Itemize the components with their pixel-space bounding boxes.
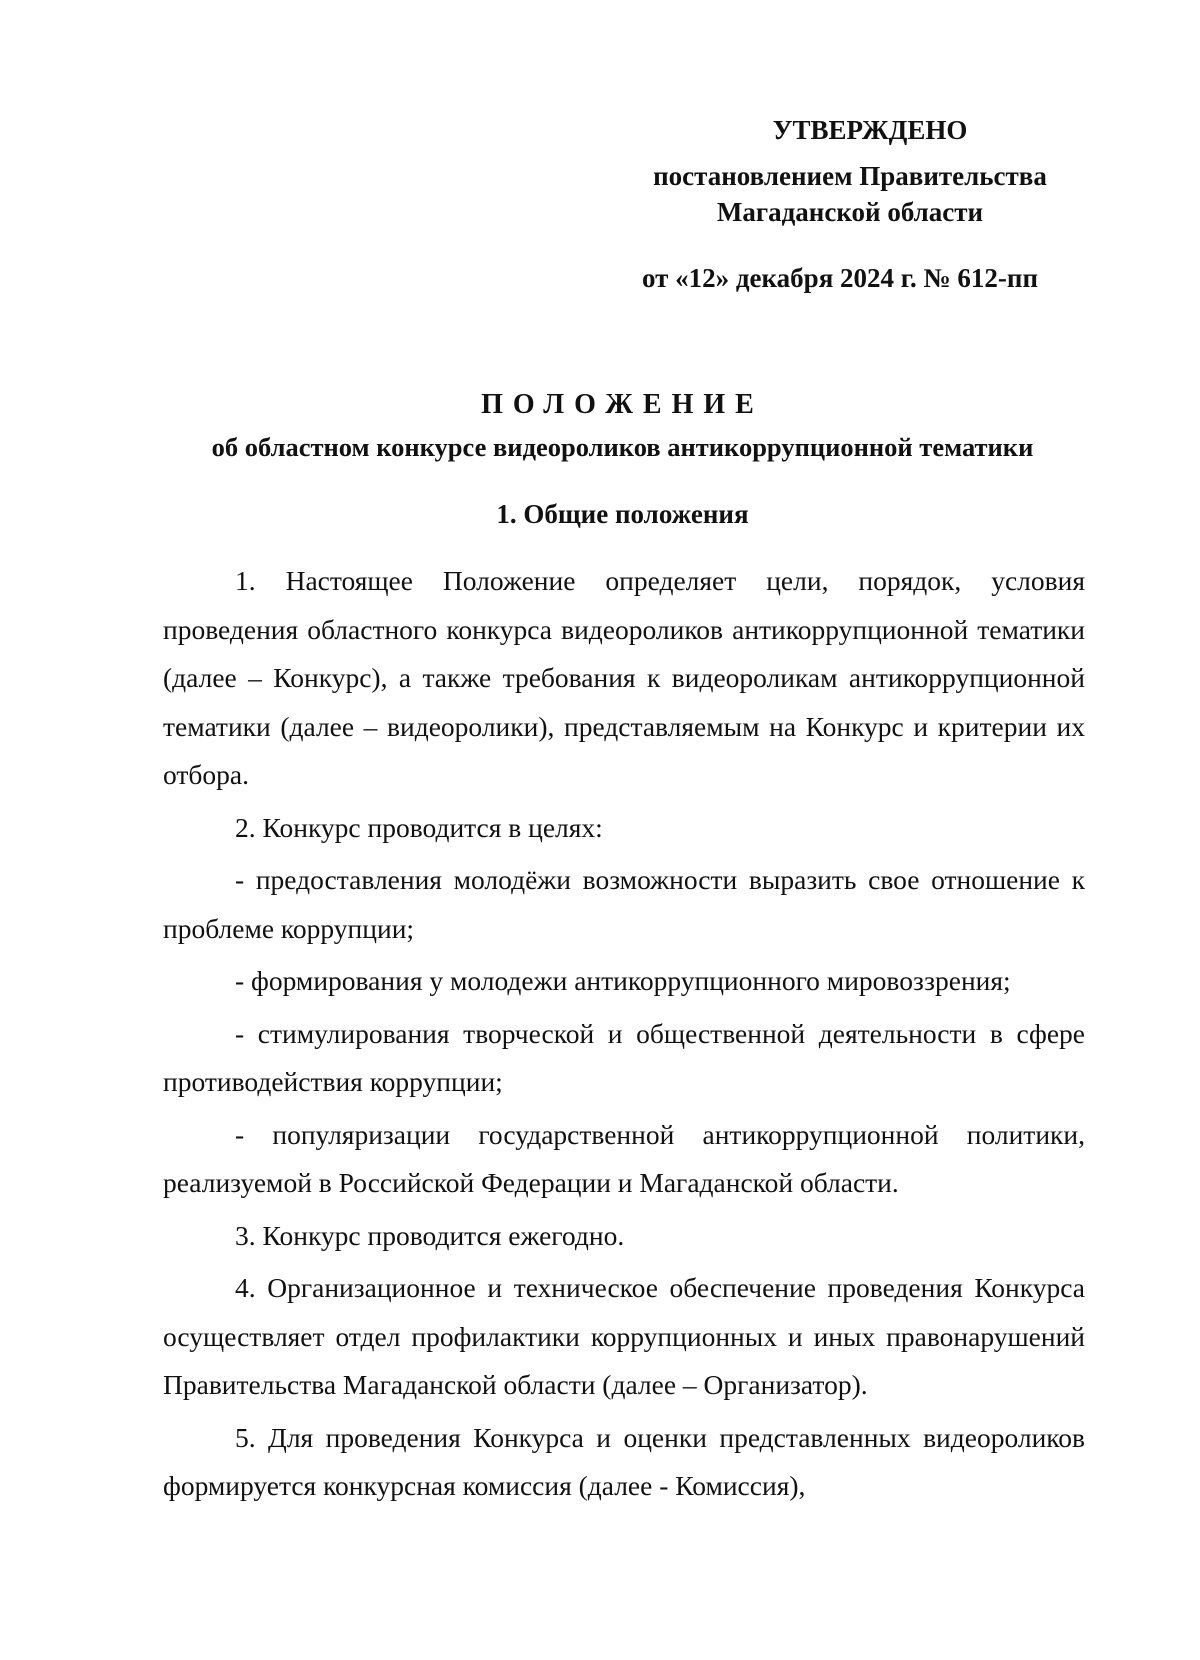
approval-authority [620, 158, 1080, 230]
approval-title: УТВЕРЖДЕНО [772, 115, 968, 145]
paragraph-2: 2. Конкурс проводится в целях: [235, 811, 603, 843]
list-item-popularization: - популяризации государственной антикоррупционной политики, реализуемой в Российской Федерации и Магаданской области. [163, 1118, 1085, 1198]
paragraph-3: 3. Конкурс проводится ежегодно. [235, 1219, 625, 1251]
document-subtitle: об областном конкурсе видеороликов антикоррупционной тематики [211, 432, 1034, 462]
list-item-worldview: - формирования у молодежи антикоррупционного мировоззрения; [235, 965, 1011, 996]
approval-authority-line2: Магаданской области [716, 197, 984, 227]
approval-authority-line1: постановлением Правительства [653, 161, 1047, 191]
document-body [163, 557, 1085, 1511]
approval-date: от «12» декабря 2024 г. № 612-пп [641, 263, 1039, 293]
list-item-stimulation: - стимулирования творческой и общественной деятельности в сфере противодействия коррупции; [163, 1017, 1085, 1097]
paragraph-1: 1. Настоящее Положение определяет цели, порядок, условия проведения областного конкурса видеороликов антикоррупционной тематики (далее – Конкурс), а также требования к видеороликам антикоррупционной тематики (далее – видеоролики), представляемым на Конкурс и критерии их отбора. [163, 565, 1085, 790]
document-title: ПОЛОЖЕНИЕ [481, 389, 764, 420]
paragraph-4: 4. Организационное и техническое обеспечение проведения Конкурса осуществляет отдел профилактики коррупционных и иных правонарушений Правительства Магаданской области (далее – Организатор). [163, 1272, 1085, 1400]
paragraph-5: 5. Для проведения Конкурса и оценки представленных видеороликов формируется конкурсная комиссия (далее - Комиссия), [163, 1421, 1085, 1501]
section-heading: 1. Общие положения [496, 499, 749, 529]
list-item-youth-opinion: - предоставления молодёжи возможности выразить свое отношение к проблеме коррупции; [163, 864, 1085, 944]
